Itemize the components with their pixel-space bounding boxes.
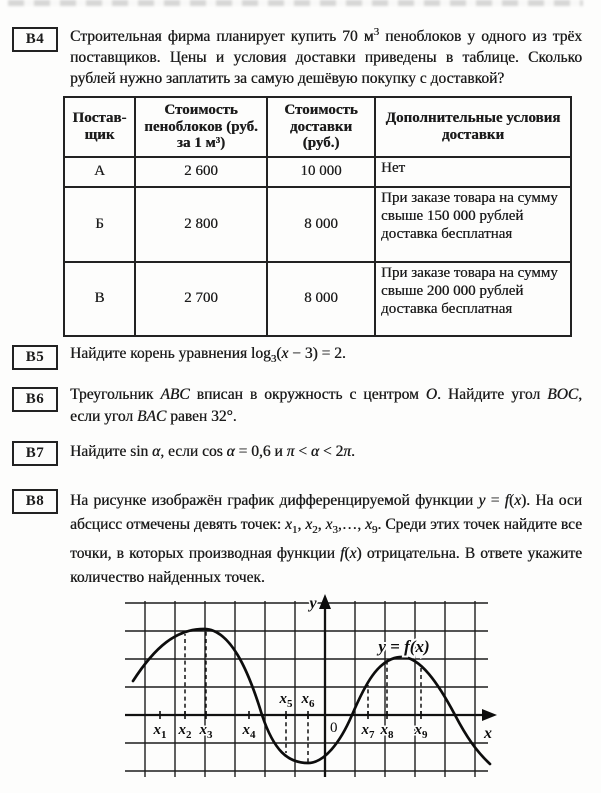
text-run: ( xyxy=(508,492,515,509)
point-label: $x_6$ xyxy=(301,691,315,710)
text-run: 3 xyxy=(373,26,380,38)
text-run: − 3) = 2. xyxy=(288,345,346,362)
table-row xyxy=(64,262,571,336)
table-cell: При заказе товара на сумму свыше 200 000 рублей доставка бесплатная xyxy=(375,262,571,336)
problem-text-b4 xyxy=(70,22,582,89)
math-var: α xyxy=(310,443,319,460)
text-run: 2 xyxy=(312,524,318,537)
problem-label-b6: В6 xyxy=(12,387,58,412)
table-cell: При заказе товара на сумму свыше 150 000 рублей доставка бесплатная xyxy=(375,187,571,262)
y-axis-label: y xyxy=(309,595,317,612)
table-header-cell: Постав-щик xyxy=(64,97,135,157)
math-var: ABC xyxy=(160,386,190,403)
text-run: Треугольник xyxy=(70,386,161,403)
problem-text-b6 xyxy=(70,384,582,428)
text-run: На рисунке изображён график дифференцируемой функции xyxy=(70,492,479,509)
math-var: O xyxy=(425,386,437,403)
chart-title: y = f(x) xyxy=(378,637,430,656)
problem-label-b4: В4 xyxy=(12,27,58,52)
table-cell: В xyxy=(64,262,135,336)
point-label: $x_4$ xyxy=(242,722,256,741)
text-run: ). На оси абсцисс отмечены девять точек: xyxy=(70,492,582,533)
table-cell: Б xyxy=(64,187,135,262)
text-run: пеноблоков у одного из трёх поставщиков. Цены и условия доставки приведены в таблице. Сколько рублей нужно заплатить за самую дешёвую покупку с доставкой? xyxy=(70,28,582,88)
math-var: π xyxy=(343,443,352,460)
text-run: равен 32°. xyxy=(166,408,237,425)
text-run: < 2 xyxy=(319,443,344,460)
math-var: BOC xyxy=(547,386,579,403)
x-axis-arrow-icon xyxy=(482,709,497,721)
problem-label-b7: В7 xyxy=(12,441,58,466)
problem-label-b8: В8 xyxy=(12,489,58,514)
table-header-cell: Дополнительные условия доставки xyxy=(375,97,571,157)
y-axis-arrow-icon xyxy=(319,594,331,609)
math-var: x xyxy=(365,516,372,533)
table-cell: Нет xyxy=(375,157,571,187)
table-cell: 10 000 xyxy=(267,157,375,187)
text-run: < xyxy=(294,443,311,460)
math-var: y xyxy=(478,492,486,509)
problem-text-b7 xyxy=(70,441,582,463)
table-cell: 2 600 xyxy=(135,157,267,187)
function-graph xyxy=(100,591,500,793)
text-run: Найдите sin xyxy=(70,443,153,460)
math-var: x xyxy=(281,345,289,362)
text-run: , xyxy=(297,516,306,533)
math-var: x xyxy=(349,545,357,563)
function-curve xyxy=(133,629,490,764)
math-var: π xyxy=(286,443,295,460)
suppliers-table xyxy=(63,96,572,337)
origin-label: 0 xyxy=(330,720,338,736)
point-label: $x_3$ xyxy=(199,722,213,741)
math-var: x xyxy=(305,516,313,533)
text-run: вписан в окружность с центром xyxy=(189,386,426,403)
math-var: f xyxy=(340,545,345,563)
table-cell: 2 800 xyxy=(135,187,267,262)
point-label: $x_2$ xyxy=(178,722,192,741)
text-run: ( xyxy=(276,345,282,362)
point-label: $x_9$ xyxy=(414,722,428,741)
math-var: BAC xyxy=(136,408,167,425)
table-cell: 8 000 xyxy=(267,187,375,262)
text-run: , xyxy=(317,516,326,533)
text-run: ,…, xyxy=(337,516,366,533)
text-run: , если cos xyxy=(160,443,227,460)
table-cell: 8 000 xyxy=(267,262,375,336)
problem-text-b8 xyxy=(70,489,582,590)
text-run: . xyxy=(351,443,355,460)
text-run: Найдите корень уравнения log xyxy=(70,345,271,362)
text-run: ( xyxy=(344,545,350,563)
text-run: = xyxy=(485,492,505,509)
text-run: ) отрицательна. В ответе укажите количество найденных точек. xyxy=(70,545,582,587)
table-header-cell: Стоимость доставки (руб.) xyxy=(267,97,375,157)
problem-label-b5: В5 xyxy=(12,345,58,370)
math-var: x xyxy=(514,492,521,509)
problem-text-b5 xyxy=(70,343,582,370)
text-run: . Найдите угол xyxy=(436,386,548,403)
table-cell: 2 700 xyxy=(135,262,267,336)
math-var: α xyxy=(226,443,235,460)
table-header-cell: Стоимость пеноблоков (руб. за 1 м³) xyxy=(135,97,267,157)
point-label: $x_1$ xyxy=(153,722,167,741)
table-row xyxy=(64,157,571,187)
math-var: f xyxy=(504,492,509,509)
text-run: . Среди этих точек найдите все точки, в которых производная функции xyxy=(70,516,582,563)
point-label: $x_7$ xyxy=(361,722,375,741)
scan-artifact xyxy=(8,0,583,6)
text-run: 3 xyxy=(332,524,338,537)
point-label: $x_8$ xyxy=(380,722,394,741)
text-run: 1 xyxy=(291,524,298,537)
math-var: x xyxy=(285,516,292,533)
table-cell: А xyxy=(64,157,135,187)
x-axis-label: x xyxy=(484,725,492,742)
text-run: Строительная фирма планирует купить 70 м xyxy=(70,28,374,46)
math-var: α xyxy=(152,443,161,460)
point-label: $x_5$ xyxy=(279,691,293,710)
text-run: , если угол xyxy=(70,386,582,425)
text-run: 9 xyxy=(371,524,378,537)
text-run: = 0,6 и xyxy=(234,443,287,460)
math-var: x xyxy=(325,516,333,533)
text-run: 3 xyxy=(270,353,277,366)
table-row xyxy=(64,187,571,262)
